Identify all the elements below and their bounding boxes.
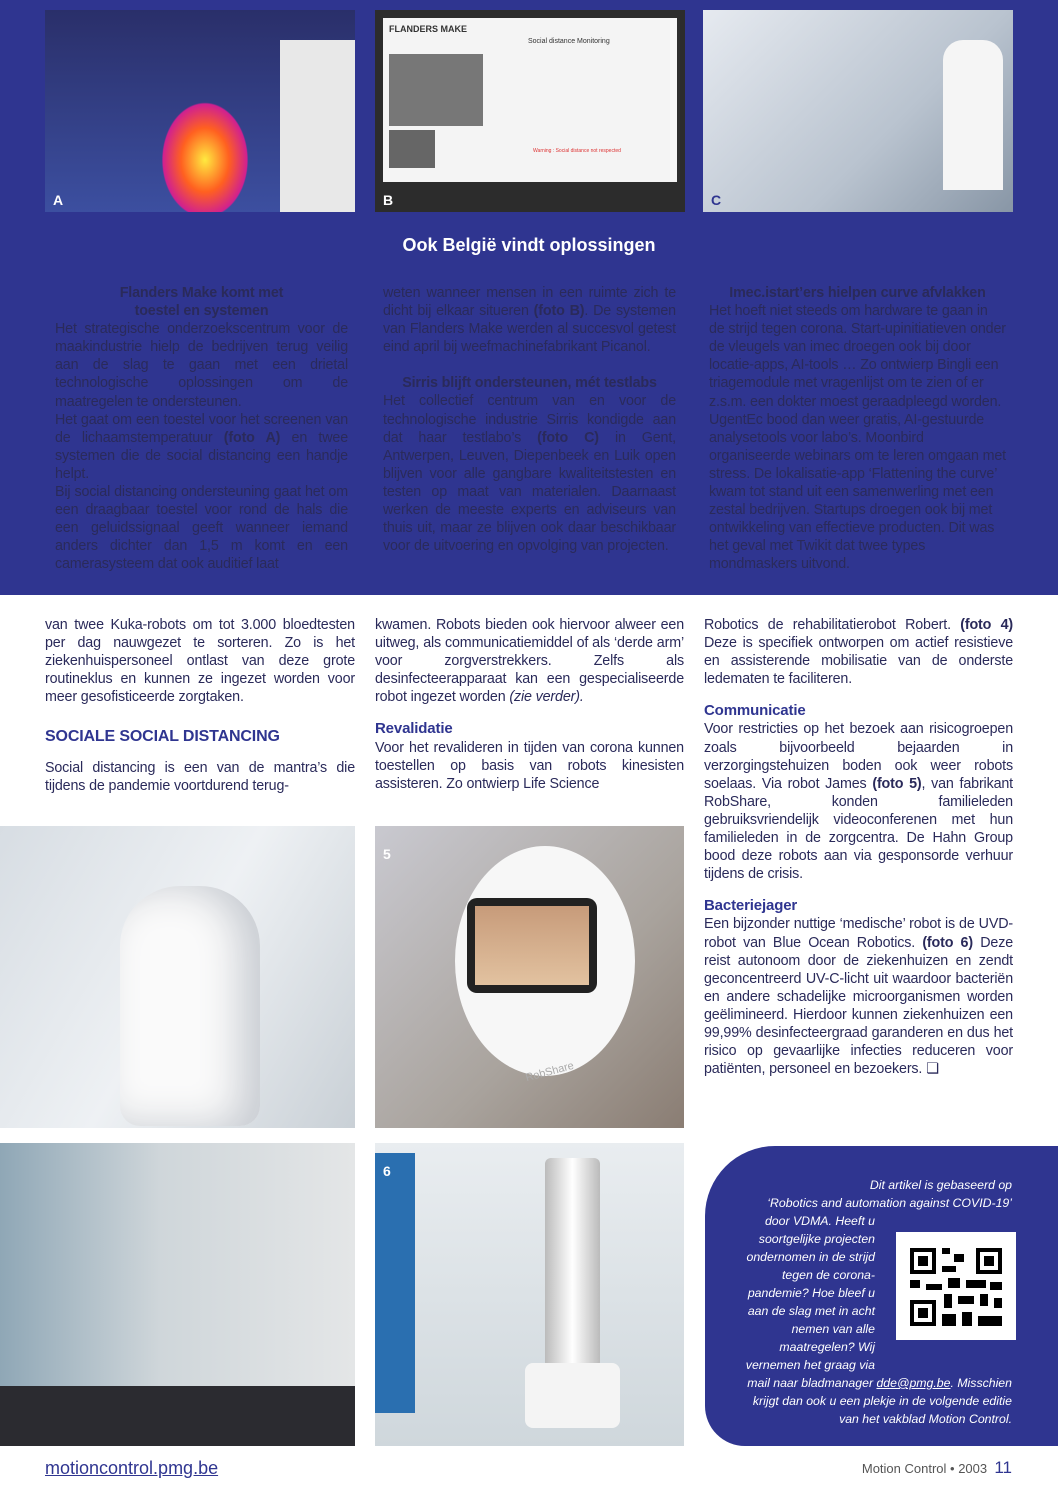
heading-flanders-make: Flanders Make komt met toestel en systemen [119,285,284,320]
photo-c-testlab [703,10,1013,212]
heading-imec: Imec.istart’ers hielpen curve afvlakken [729,285,986,301]
paragraph: kwamen. Robots bieden ook hiervoor alweer een uitweg, als communicatiemiddel of als ‘derde arm’ voor zorgverstrekkers. Zelfs als desinfecteerapparaat kan een gespecialiseerde robot ingezet worden (zie verder). [375,617,684,706]
footer-url[interactable]: motioncontrol.pmg.be [45,1458,219,1478]
main-column-3 [704,616,1013,1078]
paragraph: Robotics de rehabilitatierobot Robert. (foto 4) Deze is specifiek ontworpen om actief resistieve en assisterende mobilisatie van de onderste ledematen te faciliteren. [704,617,1014,688]
main-column-1 [45,616,355,795]
paragraph: Voor restricties op het bezoek aan risicogroepen zoals bijvoorbeeld bejaarden in verzorgingstehuizen boden ook weer robots soelaas. Via robot James (foto 5), van fabrikant RobShare, konden familieleden gebruiksvriendelijk videoconferenen met hun familieleden in de zorgcentra. De Hahn Group bood deze robots aan via gesponsorde verhuur tijdens de crisis. [704,721,1013,883]
main-column-2 [375,616,684,793]
screen-title: Social distance Monitoring [528,38,610,45]
paragraph: weten wanneer mensen in een ruimte zich te dicht bij elkaar situeren (foto B). De systemen van Flanders Make werden al succesvol getest eind april bij weefmachinefabrikant Picanol. [383,285,676,356]
heading-revalidatie: Revalidatie [375,720,453,738]
page-number: 11 [994,1458,1012,1477]
email-link[interactable]: dde@pmg.be [876,1376,951,1390]
footer-info [862,1458,1012,1478]
photo-5-robshare [375,826,684,1128]
info-text: Dit artikel is gebaseerd op ‘Robotics and automation against COVID-19’ [767,1178,1012,1210]
paragraph: Voor het revalideren in tijden van corona kunnen toestellen op basis van robots kinesisten assisteren. Zo ontwierp Life Science [375,739,684,792]
paragraph: Het collectief centrum van en voor de technologische industrie Sirris kondigde aan dat haar testlabo’s (foto C) in Gent, Antwerpen, Leuven, Diepenbeek en Luik open blijven voor alle gangbare kwaliteitstesten en testen op maat van materialen. Daarnaast werken de meeste experts en adviseurs van thuis uit, maar ze blijven ook daar beschikbaar voor de uitvoering en opvolging van projecten. [383,393,677,555]
heading-bacteriejager: Bacteriejager [704,897,798,915]
magazine-issue: Motion Control • 2003 [861,1461,988,1476]
photo-robot-patient [0,1143,355,1446]
heading-communicatie: Communicatie [704,702,806,720]
screen-warning: Warning : Social distance not respected [533,148,621,154]
heading-sirris: Sirris blijft ondersteunen, mét testlabs [402,375,657,392]
paragraph: Bij social distancing ondersteuning gaat het om een draagbaar toestel voor rond de hals die een geluidssignaal geeft wanneer iemand anders dichter dan 1,5 m komt en een camerasysteem dat ook auditief laat [55,484,348,573]
paragraph: van twee Kuka-robots om tot 3.000 bloedtesten per dag nauwgezet te sorteren. Zo is het ziekenhuispersoneel ontlast van deze grote routineklus en kunnen ze ingezet worden voor meer gesofisticeerde zorgtaken. [45,617,355,706]
photo-6-uvd-robot [375,1143,684,1446]
photo-rehab-robot [0,826,355,1128]
band-column-3 [709,284,1006,574]
band-column-2 [383,284,676,555]
section-heading: SOCIALE SOCIAL DISTANCING [45,728,280,746]
info-text-end: mail naar bladmanager dde@pmg.be. Misschien krijgt dan ook u een plekje in de volgende editie van het vakblad Motion Control. [747,1376,1012,1426]
photo-label: 6 [383,1163,391,1179]
paragraph: Het hoeft niet steeds om hardware te gaan in de strijd tegen corona. Start-upinitiatieven onder de vleugels van imec droegen ook bij door locatie-apps, AI-tools … Zo ontwierp Bingli een triagemodule met vragenlijst om te zien of er z.s.m. een dokter moest geraadpleegd worden. UgentEc bood dan weer gratis, AI-gestuurde analysetools voor labo’s. Moonbird organiseerde webinars om te leren omgaan met stress. De lokalisatie-app ‘Flattening the curve’ kwam tot stand uit een samenwerling met een zestal bedrijven. Startups droegen ook bij met ontwikkeling van effectieve producten. Dit was het geval met Twikit dat twee types mondmaskers uitvond. [709,303,1006,573]
photo-label: B [383,192,394,208]
photo-label: A [53,192,64,208]
paragraph: Social distancing is een van de mantra’s die tijdens de pandemie voortdurend terug- [45,759,355,794]
paragraph: Het strategische onderzoekscentrum voor de maakindustrie hielp de bedrijven terug veilig aan de slag te gaan met een drietal technologische oplossingen om de maatregelen te ondersteunen. [55,321,348,410]
photo-a-thermal-camera [45,10,355,212]
qr-code[interactable] [896,1232,1016,1340]
robot-brand: RobShare [524,1059,576,1085]
paragraph: Het gaat om een toestel voor het screenen van de lichaamstemperatuur (foto A) en twee systemen die de social distancing een handje helpt. [55,411,348,482]
band-title: Ook België vindt oplossingen [402,235,656,255]
photo-label: C [711,192,722,208]
photo-b-monitor [375,10,685,212]
screen-brand: FLANDERS MAKE [389,24,467,34]
band-column-1 [55,284,348,574]
paragraph: Een bijzonder nuttige ‘medische’ robot is de UVD-robot van Blue Ocean Robotics. (foto 6) Deze reist autonoom door de ziekenhuizen en zendt geconcentreerd UV-C-licht uit waardoor bacteriën en andere schadelijke microorganismen worden geëlimineerd. Hierdoor kunnen ziekenhuizen een 99,99% desinfecteergraad garanderen en dus het risico op gevaarlijke infecties reduceren voor patiënten, personeel en bezoekers. ❏ [704,916,1014,1078]
info-text-wrap: door VDMA. Heeft u soortgelijke projecten ondernomen in de strijd tegen de corona- pandemie? Hoe bleef u aan de slag met in acht nemen van alle maatregelen? Wij vernemen het graag via [745,1214,875,1372]
photo-label: 5 [383,846,391,862]
